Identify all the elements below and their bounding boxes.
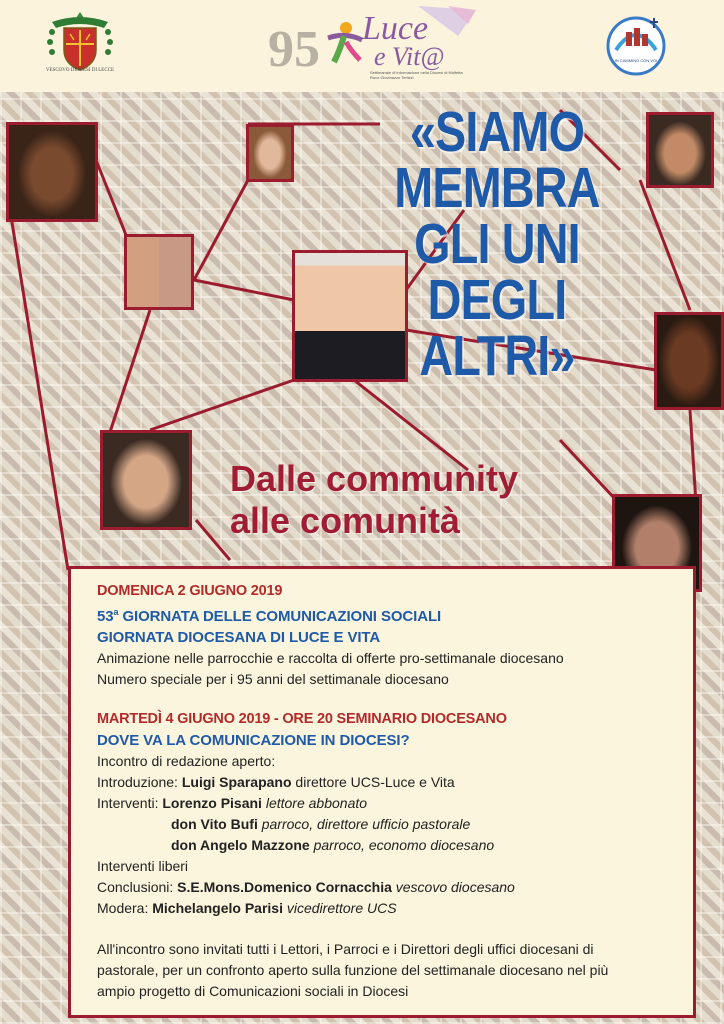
conclusioni-role: vescovo diocesano [391,879,515,895]
speaker-role: parroco, direttore ufficio pastorale [257,816,471,832]
portrait-woman-lower-left [100,430,192,530]
portrait-woman-small [246,124,294,182]
speaker-line [97,835,679,856]
invitation-paragraph [97,939,679,1002]
event1-section [97,581,679,690]
invitation-line: pastorale, per un confronto aperto sulla funzione del settimanale diocesano nel più [97,962,609,978]
interventi-label: Interventi: [97,795,163,811]
event2-intro: Incontro di redazione aperto: [97,753,276,769]
subtitle-line-1: Dalle community [230,458,519,499]
speaker-role: parroco, economo diocesano [309,837,495,853]
speaker-line [97,814,679,835]
speaker-name: don Angelo Mazzone [171,837,310,853]
heading1-number: 53 [97,608,114,625]
modera-label: Modera: [97,900,153,916]
diocese-circle-logo-icon [606,10,666,82]
modera-line [97,898,679,919]
kite-icon [418,6,476,36]
introduzione-line [97,772,679,793]
luce-e-vita-logo [258,6,476,82]
introduzione-role: direttore UCS-Luce e Vita [291,774,455,790]
header-band [0,0,724,92]
introduzione-label: Introduzione: [97,774,182,790]
main-title [374,100,620,388]
dancing-figure-icon [318,18,368,68]
speaker-name: don Vito Bufi [171,816,258,832]
title-line: GLI UNI [414,212,580,276]
event-info-box [68,566,696,1018]
modera-role: vicedirettore UCS [282,900,397,916]
event1-heading2: GIORNATA DIOCESANA DI LUCE E VITA [97,629,381,646]
logo-tagline: Settimanale di informazione nella Diocesi di Molfetta Ruvo Giovinazzo Terlizzi [370,70,463,80]
event1-line1: Animazione nelle parrocchie e raccolta di offerte pro-settimanale diocesano [97,650,564,666]
event1-heading1 [97,602,679,627]
event2-heading: DOVE VA LA COMUNICAZIONE IN DIOCESI? [97,732,410,749]
portrait-woman-laughing [654,312,724,410]
title-line: «SIAMO [409,100,585,164]
heading1-rest: GIORNATA DELLE COMUNICAZIONI SOCIALI [118,608,442,625]
crest-label: VESCOVO DIOCESI DI LECCE [45,68,115,73]
heading1-superscript: a [113,607,119,617]
event1-date: DOMENICA 2 GIUGNO 2019 [97,583,283,599]
portrait-man-top-right [646,112,714,188]
modera-name: Michelangelo Parisi [152,900,283,916]
title-line: DEGLI [427,268,567,332]
title-line: MEMBRA [394,156,600,220]
subtitle [230,458,518,542]
speaker-role: lettore abbonato [261,795,368,811]
logo-word-evita: e Vit@ [374,42,445,71]
portrait-woman-left [6,122,98,222]
invitation-line: All'incontro sono invitati tutti i Lettori, i Parroci e i Direttori degli uffici diocesani di [97,941,594,957]
event2-section [97,709,679,919]
interventi-liberi: Interventi liberi [97,858,189,874]
invitation-line: ampio progetto di Comunicazioni sociali in Diocesi [97,983,409,999]
event2-date: MARTEDÌ 4 GIUGNO 2019 - ORE 20 SEMINARIO DIOCESANO [97,711,507,727]
title-line: ALTRI» [419,324,575,388]
speaker-name: Lorenzo Pisani [162,795,262,811]
logo-number: 95 [268,21,320,78]
interventi-line [97,793,679,814]
event1-line2: Numero speciale per i 95 anni del settimanale diocesano [97,671,449,687]
portrait-couple [124,234,194,310]
conclusioni-name: S.E.Mons.Domenico Cornacchia [177,879,392,895]
logo-word-luce: Luce [362,10,429,47]
introduzione-name: Luigi Sparapano [181,774,292,790]
subtitle-line-2: alle comunità [230,500,461,541]
conclusioni-label: Conclusioni: [97,879,178,895]
conclusioni-line [97,877,679,898]
right-logo-text: IN CAMMINO CON VOI [614,58,658,63]
